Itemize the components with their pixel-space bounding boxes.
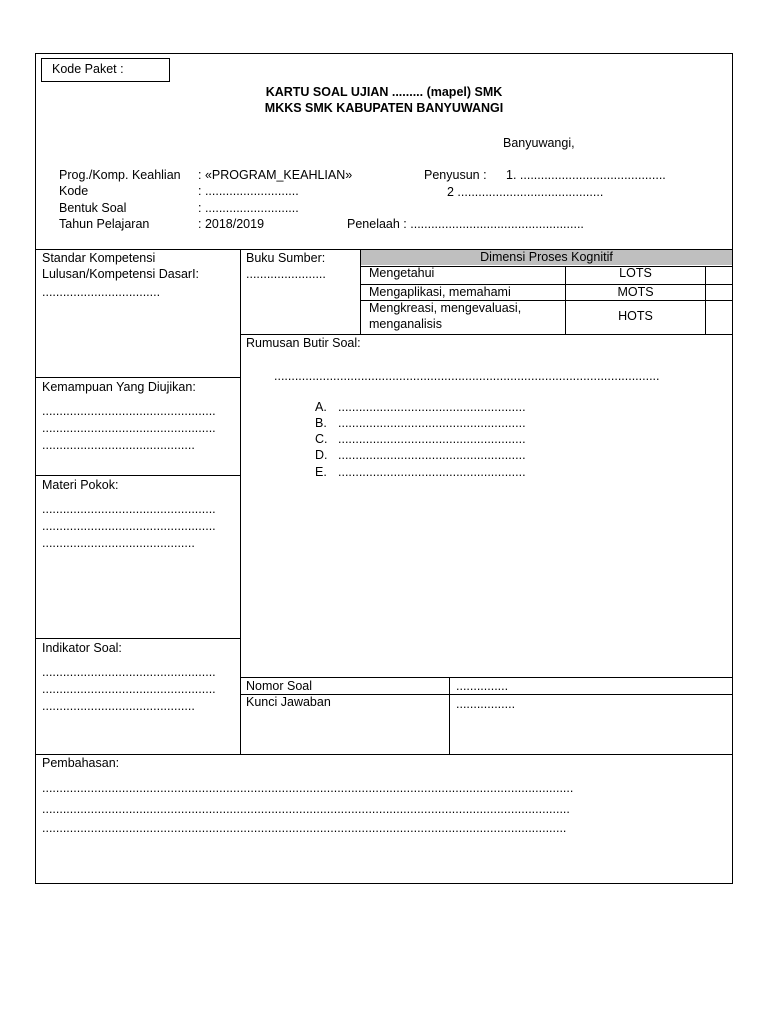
kognitif-row-1-level: LOTS bbox=[619, 266, 652, 280]
kode-label: Kode bbox=[59, 184, 89, 198]
prog-value: : «PROGRAM_KEAHLIAN» bbox=[198, 168, 353, 182]
bentuk-label: Bentuk Soal bbox=[59, 201, 127, 215]
tahun-value: : 2018/2019 bbox=[198, 217, 265, 231]
kemampuan-dots-2: .................................................. bbox=[42, 421, 216, 435]
option-b-letter: B. bbox=[315, 416, 327, 430]
skl-label-2: Lulusan/Kompetensi DasarI: bbox=[42, 267, 200, 281]
grid-line-pembahasan bbox=[35, 754, 733, 755]
grid-line-kemampuan bbox=[35, 377, 240, 378]
kunci-jawaban-value: ................. bbox=[456, 697, 516, 711]
materi-label: Materi Pokok: bbox=[42, 478, 119, 492]
card-title: KARTU SOAL UJIAN ......... (mapel) SMK bbox=[265, 85, 503, 99]
option-c-letter: C. bbox=[315, 432, 328, 446]
prog-label: Prog./Komp. Keahlian bbox=[59, 168, 181, 182]
kemampuan-dots-3: ............................................ bbox=[42, 438, 195, 452]
skl-label-1: Standar Kompetensi bbox=[42, 251, 156, 265]
buku-sumber-label: Buku Sumber: bbox=[246, 251, 326, 265]
pembahasan-label: Pembahasan: bbox=[42, 756, 120, 770]
grid-line-materi bbox=[35, 475, 240, 476]
option-a-letter: A. bbox=[315, 400, 327, 414]
kognitif-row-3-desc-2: menganalisis bbox=[369, 317, 442, 331]
place-date: Banyuwangi, bbox=[503, 136, 575, 150]
materi-dots-1: .................................................. bbox=[42, 502, 216, 516]
indikator-dots-1: .................................................. bbox=[42, 665, 216, 679]
tahun-label: Tahun Pelajaran bbox=[59, 217, 150, 231]
kode-value: : ........................... bbox=[198, 184, 299, 198]
kemampuan-label: Kemampuan Yang Diujikan: bbox=[42, 380, 196, 394]
card-subtitle: MKKS SMK KABUPATEN BANYUWANGI bbox=[264, 101, 504, 115]
penelaah: Penelaah : .................................................. bbox=[347, 217, 584, 231]
grid-line-rumusan-top bbox=[240, 334, 733, 335]
nomor-soal-label: Nomor Soal bbox=[246, 679, 312, 693]
kognitif-row-3-desc-1: Mengkreasi, mengevaluasi, bbox=[369, 301, 522, 315]
kognitif-row-3-level: HOTS bbox=[618, 309, 653, 323]
indikator-dots-2: .................................................. bbox=[42, 682, 216, 696]
penyusun-2: 2 .......................................... bbox=[447, 185, 604, 199]
grid-line-nomor-split bbox=[449, 677, 450, 754]
pembahasan-line-2: ........................................................................................................................................................ bbox=[42, 802, 570, 816]
kemampuan-dots-1: .................................................. bbox=[42, 404, 216, 418]
kognitif-row-2-level: MOTS bbox=[617, 285, 654, 299]
kode-paket-label: Kode Paket : bbox=[52, 62, 124, 76]
grid-line-nomor-top bbox=[240, 677, 733, 678]
bentuk-value: : ........................... bbox=[198, 201, 299, 215]
grid-line-left-col bbox=[240, 249, 241, 754]
grid-line-indikator bbox=[35, 638, 240, 639]
rumusan-label: Rumusan Butir Soal: bbox=[246, 336, 361, 350]
option-e-letter: E. bbox=[315, 465, 327, 479]
nomor-soal-value: ............... bbox=[456, 679, 509, 693]
materi-dots-2: .................................................. bbox=[42, 519, 216, 533]
skl-dots: .................................. bbox=[42, 285, 161, 299]
option-d-letter: D. bbox=[315, 448, 328, 462]
option-c-dots: ...................................................... bbox=[338, 432, 526, 446]
kognitif-row-2-desc: Mengaplikasi, memahami bbox=[369, 285, 511, 299]
option-d-dots: ...................................................... bbox=[338, 448, 526, 462]
option-e-dots: ...................................................... bbox=[338, 465, 526, 479]
pembahasan-line-3: ....................................................................................................................................................... bbox=[42, 821, 567, 835]
indikator-label: Indikator Soal: bbox=[42, 641, 122, 655]
option-b-dots: ...................................................... bbox=[338, 416, 526, 430]
option-a-dots: ...................................................... bbox=[338, 400, 526, 414]
rumusan-stem-dots: ............................................................................................................... bbox=[274, 369, 660, 383]
pembahasan-line-1: ......................................................................................................................................................... bbox=[42, 781, 574, 795]
buku-sumber-dots: ....................... bbox=[246, 267, 326, 281]
materi-dots-3: ............................................ bbox=[42, 536, 195, 550]
kognitif-header: Dimensi Proses Kognitif bbox=[480, 250, 613, 264]
indikator-dots-3: ............................................ bbox=[42, 699, 195, 713]
penyusun-1: 1. .......................................... bbox=[506, 168, 666, 182]
kognitif-vline-check bbox=[705, 266, 706, 334]
penyusun-label: Penyusun : bbox=[424, 168, 487, 182]
kognitif-row-1-desc: Mengetahui bbox=[369, 266, 435, 280]
kunci-jawaban-label: Kunci Jawaban bbox=[246, 695, 331, 709]
